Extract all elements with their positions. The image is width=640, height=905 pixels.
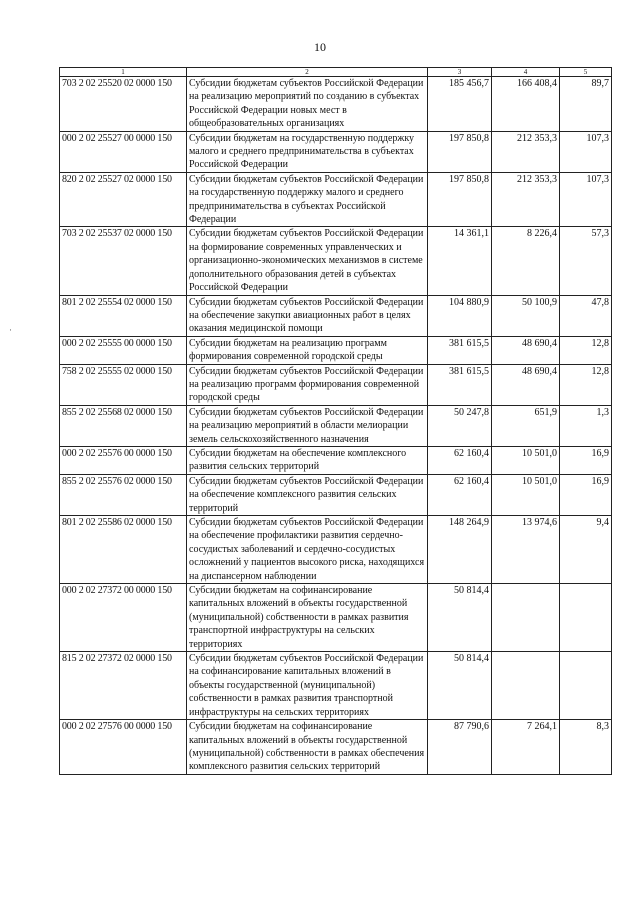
column-header-4: 4 bbox=[492, 68, 560, 77]
row-code: 000 2 02 25576 00 0000 150 bbox=[60, 446, 187, 474]
row-code: 758 2 02 25555 02 0000 150 bbox=[60, 364, 187, 405]
column-header-2: 2 bbox=[187, 68, 428, 77]
row-plan-value: 62 160,4 bbox=[428, 446, 492, 474]
row-plan-value: 14 361,1 bbox=[428, 227, 492, 295]
row-percent: 107,3 bbox=[560, 172, 612, 227]
table-row bbox=[60, 516, 612, 584]
table-row bbox=[60, 720, 612, 775]
row-plan-value: 62 160,4 bbox=[428, 474, 492, 515]
page-number: 10 bbox=[314, 40, 326, 54]
row-plan-value: 185 456,7 bbox=[428, 77, 492, 132]
table-row bbox=[60, 446, 612, 474]
row-percent: 57,3 bbox=[560, 227, 612, 295]
row-percent: 8,3 bbox=[560, 720, 612, 775]
column-header-5: 5 bbox=[560, 68, 612, 77]
row-name: Субсидии бюджетам субъектов Российской Федерации на обеспечение закупки авиационных работ в целях оказания медицинской помощи bbox=[187, 295, 428, 336]
row-fact-value: 166 408,4 bbox=[492, 77, 560, 132]
row-name: Субсидии бюджетам субъектов Российской Федерации на обеспечение комплексного развития сельских территорий bbox=[187, 474, 428, 515]
row-fact-value: 48 690,4 bbox=[492, 336, 560, 364]
row-plan-value: 381 615,5 bbox=[428, 336, 492, 364]
row-plan-value: 50 247,8 bbox=[428, 405, 492, 446]
row-name: Субсидии бюджетам на реализацию программ формирования современной городской среды bbox=[187, 336, 428, 364]
table-row bbox=[60, 584, 612, 652]
table-row bbox=[60, 227, 612, 295]
row-name: Субсидии бюджетам на обеспечение комплексного развития сельских территорий bbox=[187, 446, 428, 474]
row-name: Субсидии бюджетам на софинансирование капитальных вложений в объекты государственной (муниципальной) собственности в рамках развития транспортной инфраструктуры на сельских территориях bbox=[187, 584, 428, 652]
row-percent: 107,3 bbox=[560, 131, 612, 172]
column-number-row bbox=[60, 68, 612, 77]
row-name: Субсидии бюджетам субъектов Российской Федерации на реализацию мероприятий по созданию в субъектах Российской Федерации новых мест в общеобразовательных организациях bbox=[187, 77, 428, 132]
row-fact-value: 48 690,4 bbox=[492, 364, 560, 405]
row-percent: 12,8 bbox=[560, 364, 612, 405]
row-name: Субсидии бюджетам субъектов Российской Федерации на государственную поддержку малого и среднего предпринимательства в субъектах Российской Федерации bbox=[187, 172, 428, 227]
row-plan-value: 381 615,5 bbox=[428, 364, 492, 405]
row-fact-value bbox=[492, 584, 560, 652]
row-code: 820 2 02 25527 02 0000 150 bbox=[60, 172, 187, 227]
row-name: Субсидии бюджетам субъектов Российской Федерации на реализацию программ формирования современной городской среды bbox=[187, 364, 428, 405]
table-row bbox=[60, 295, 612, 336]
row-plan-value: 50 814,4 bbox=[428, 584, 492, 652]
table-row bbox=[60, 131, 612, 172]
row-plan-value: 50 814,4 bbox=[428, 652, 492, 720]
row-code: 855 2 02 25576 02 0000 150 bbox=[60, 474, 187, 515]
row-code: 801 2 02 25554 02 0000 150 bbox=[60, 295, 187, 336]
row-percent: 16,9 bbox=[560, 474, 612, 515]
row-code: 801 2 02 25586 02 0000 150 bbox=[60, 516, 187, 584]
row-plan-value: 148 264,9 bbox=[428, 516, 492, 584]
table-row bbox=[60, 336, 612, 364]
scan-speck: · bbox=[9, 325, 12, 335]
row-fact-value: 212 353,3 bbox=[492, 172, 560, 227]
row-fact-value: 651,9 bbox=[492, 405, 560, 446]
row-percent bbox=[560, 652, 612, 720]
table-row bbox=[60, 474, 612, 515]
row-percent: 47,8 bbox=[560, 295, 612, 336]
row-percent: 16,9 bbox=[560, 446, 612, 474]
row-code: 000 2 02 27372 00 0000 150 bbox=[60, 584, 187, 652]
row-code: 855 2 02 25568 02 0000 150 bbox=[60, 405, 187, 446]
budget-table bbox=[59, 67, 612, 775]
row-percent: 1,3 bbox=[560, 405, 612, 446]
row-percent: 12,8 bbox=[560, 336, 612, 364]
table-row bbox=[60, 77, 612, 132]
row-fact-value bbox=[492, 652, 560, 720]
row-code: 000 2 02 25555 00 0000 150 bbox=[60, 336, 187, 364]
row-name: Субсидии бюджетам субъектов Российской Федерации на софинансирование капитальных вложений в объекты государственной (муниципальной) собственности в рамках развития транспортной инфраструктуры на сельских территориях bbox=[187, 652, 428, 720]
row-code: 815 2 02 27372 02 0000 150 bbox=[60, 652, 187, 720]
table-row bbox=[60, 405, 612, 446]
column-header-3: 3 bbox=[428, 68, 492, 77]
row-fact-value: 10 501,0 bbox=[492, 474, 560, 515]
row-fact-value: 13 974,6 bbox=[492, 516, 560, 584]
table-row bbox=[60, 652, 612, 720]
row-percent bbox=[560, 584, 612, 652]
row-plan-value: 197 850,8 bbox=[428, 172, 492, 227]
row-name: Субсидии бюджетам на софинансирование капитальных вложений в объекты государственной (муниципальной) собственности в рамках обеспечения комплексного развития сельских территорий bbox=[187, 720, 428, 775]
row-name: Субсидии бюджетам субъектов Российской Федерации на реализацию мероприятий в области мелиорации земель сельскохозяйственного назначения bbox=[187, 405, 428, 446]
row-plan-value: 104 880,9 bbox=[428, 295, 492, 336]
row-fact-value: 212 353,3 bbox=[492, 131, 560, 172]
row-fact-value: 8 226,4 bbox=[492, 227, 560, 295]
row-fact-value: 50 100,9 bbox=[492, 295, 560, 336]
row-percent: 9,4 bbox=[560, 516, 612, 584]
row-code: 000 2 02 25527 00 0000 150 bbox=[60, 131, 187, 172]
row-code: 000 2 02 27576 00 0000 150 bbox=[60, 720, 187, 775]
row-name: Субсидии бюджетам субъектов Российской Федерации на формирование современных управленческих и организационно-экономических механизмов в системе дополнительного образования детей в субъектах Российской Федерации bbox=[187, 227, 428, 295]
table-row bbox=[60, 364, 612, 405]
table-row bbox=[60, 172, 612, 227]
row-plan-value: 197 850,8 bbox=[428, 131, 492, 172]
column-header-1: 1 bbox=[60, 68, 187, 77]
row-fact-value: 7 264,1 bbox=[492, 720, 560, 775]
row-name: Субсидии бюджетам на государственную поддержку малого и среднего предпринимательства в субъектах Российской Федерации bbox=[187, 131, 428, 172]
row-fact-value: 10 501,0 bbox=[492, 446, 560, 474]
row-code: 703 2 02 25537 02 0000 150 bbox=[60, 227, 187, 295]
row-name: Субсидии бюджетам субъектов Российской Федерации на обеспечение профилактики развития сердечно-сосудистых заболеваний и сердечно-сосудистых осложнений у пациентов высокого риска, находящихся на диспансерном наблюдении bbox=[187, 516, 428, 584]
row-percent: 89,7 bbox=[560, 77, 612, 132]
row-plan-value: 87 790,6 bbox=[428, 720, 492, 775]
row-code: 703 2 02 25520 02 0000 150 bbox=[60, 77, 187, 132]
